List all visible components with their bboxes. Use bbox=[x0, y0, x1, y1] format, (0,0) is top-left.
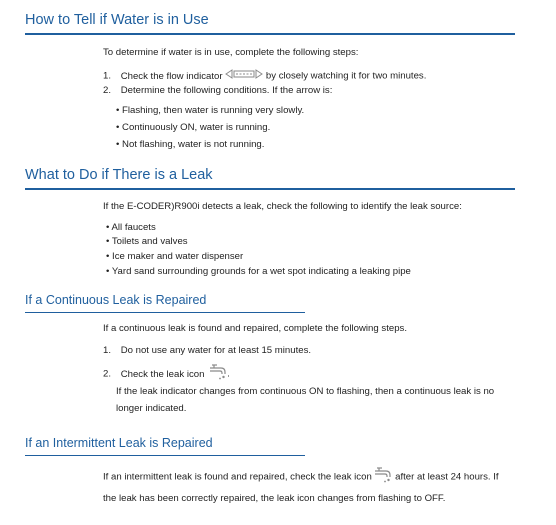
step-number: 2. bbox=[103, 85, 112, 96]
list-item: • Yard sand surrounding grounds for a wet spot indicating a leaking pipe bbox=[106, 266, 411, 277]
step-number: 1. bbox=[103, 345, 112, 356]
step-text: Determine the following conditions. If the arrow is: bbox=[120, 85, 333, 96]
leak-icon bbox=[209, 364, 227, 384]
intermittent-line-1: If an intermittent leak is found and repaired, check the leak icon after at least 24 hours. If bbox=[103, 467, 499, 487]
heading-leak: What to Do if There is a Leak bbox=[25, 167, 515, 190]
heading-water-in-use: How to Tell if Water is in Use bbox=[25, 12, 515, 35]
list-item: • Not flashing, water is not running. bbox=[116, 139, 265, 150]
step-number: 1. bbox=[103, 70, 112, 82]
heading-continuous-leak: If a Continuous Leak is Repaired bbox=[25, 293, 305, 313]
flow-indicator-icon bbox=[225, 69, 263, 83]
step-text: Check the leak icon bbox=[120, 368, 205, 380]
heading-intermittent-leak: If an Intermittent Leak is Repaired bbox=[25, 436, 305, 456]
list-item: • Toilets and valves bbox=[106, 236, 188, 247]
note-continuous-line-2: longer indicated. bbox=[116, 403, 187, 414]
step-1-continuous bbox=[103, 345, 311, 357]
list-item: • All faucets bbox=[106, 222, 156, 233]
list-item: • Flashing, then water is running very slowly. bbox=[116, 105, 305, 116]
step-2-water bbox=[103, 85, 332, 97]
intermittent-line-2: the leak has been correctly repaired, the leak icon changes from flashing to OFF. bbox=[103, 493, 446, 504]
step-text: Do not use any water for at least 15 minutes. bbox=[120, 345, 312, 356]
intro-leak: If the E-CODER)R900i detects a leak, check the following to identify the leak source: bbox=[103, 201, 462, 212]
step-number: 2. bbox=[103, 368, 112, 380]
step-1-water bbox=[103, 69, 426, 83]
step-text-cont: by closely watching it for two minutes. bbox=[265, 70, 427, 82]
intro-continuous: If a continuous leak is found and repaired, complete the following steps. bbox=[103, 323, 407, 334]
step-2-continuous: 2. Check the leak icon . bbox=[103, 364, 230, 384]
list-item: • Ice maker and water dispenser bbox=[106, 251, 244, 262]
leak-icon bbox=[374, 467, 392, 487]
intro-water-in-use: To determine if water is in use, complete the following steps: bbox=[103, 47, 359, 58]
list-item: • Continuously ON, water is running. bbox=[116, 122, 271, 133]
step-text: Check the flow indicator bbox=[120, 70, 223, 82]
note-continuous-line-1: If the leak indicator changes from continuous ON to flashing, then a continuous leak is no bbox=[116, 386, 495, 397]
